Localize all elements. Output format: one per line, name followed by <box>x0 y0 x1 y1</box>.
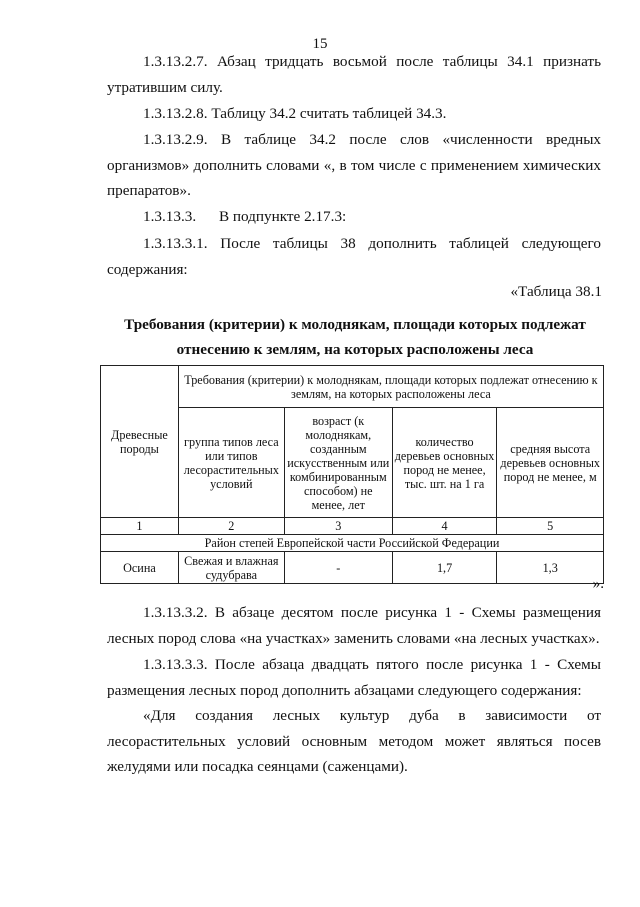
paragraph-continuation <box>107 257 601 282</box>
paragraph-line: 1.3.13.2.7. Абзац тридцать восьмой после таблицы 34.1 признать <box>143 53 601 70</box>
cell-tree-count: 1,7 <box>392 552 497 584</box>
header-average-height: средняя высота деревьев основных пород не менее, м <box>497 408 604 518</box>
paragraph-1-3-13-3-2 <box>107 600 601 625</box>
paragraph-line: 1.3.13.3. В подпункте 2.17.3: <box>143 208 347 225</box>
column-number: 1 <box>101 518 179 535</box>
paragraph-line: лесорастительных условий основным методом может являться посев <box>107 733 601 750</box>
cell-forest-type: Свежая и влажная судубрава <box>178 552 284 584</box>
page-number: 15 <box>312 36 328 52</box>
paragraph-line: утратившим силу. <box>107 79 223 96</box>
paragraph-line: 1.3.13.2.9. В таблице 34.2 после слов «численности вредных <box>143 131 601 148</box>
paragraph-line: лесных пород слова «на участках» заменить словами «на лесных участках». <box>107 630 600 647</box>
paragraph-continuation <box>107 729 601 779</box>
paragraph-1-3-13-2-7 <box>107 49 601 74</box>
paragraph-line: желудями или посадка сеянцами (саженцами). <box>107 758 408 775</box>
paragraph-line: «Для создания лесных культур дуба в зависимости от <box>143 707 601 724</box>
region-row: Район степей Европейской части Российской Федерации <box>101 535 604 552</box>
criteria-table <box>100 365 604 584</box>
closing-quote: ». <box>592 575 604 592</box>
column-number: 5 <box>497 518 604 535</box>
paragraph-1-3-13-3-1 <box>107 231 601 256</box>
table-title <box>100 312 610 362</box>
paragraph-line: 1.3.13.3.3. После абзаца двадцать пятого после рисунка 1 - Схемы <box>143 656 601 673</box>
paragraph-oak-cultures <box>107 703 601 728</box>
paragraph-continuation <box>107 75 601 100</box>
column-number: 2 <box>178 518 284 535</box>
cell-species: Осина <box>101 552 179 584</box>
table-title-line: Требования (критерии) к молоднякам, площади которых подлежат <box>124 316 586 333</box>
paragraph-continuation <box>107 626 601 651</box>
paragraph-line: 1.3.13.3.2. В абзаце десятом после рисунка 1 - Схемы размещения <box>143 604 601 621</box>
paragraph-continuation <box>107 678 601 703</box>
paragraph-1-3-13-2-8 <box>107 101 601 126</box>
paragraph-1-3-13-3 <box>107 204 601 229</box>
header-tree-count: количество деревьев основных пород не менее, тыс. шт. на 1 га <box>392 408 497 518</box>
paragraph-line: организмов» дополнить словами «, в том числе с применением химических <box>107 157 601 174</box>
paragraph-line: размещения лесных пород дополнить абзацами следующего содержания: <box>107 682 582 699</box>
cell-average-height: 1,3 <box>497 552 604 584</box>
paragraph-line: содержания: <box>107 261 188 278</box>
cell-age: - <box>284 552 392 584</box>
table-title-line: отнесению к землям, на которых расположены леса <box>176 341 534 358</box>
paragraph-continuation <box>107 153 601 203</box>
header-requirements-group: Требования (критерии) к молоднякам, площади которых подлежат отнесению к землям, на которых расположены леса <box>178 366 603 408</box>
column-number: 4 <box>392 518 497 535</box>
header-forest-type: группа типов леса или типов лесорастительных условий <box>178 408 284 518</box>
paragraph-line: 1.3.13.3.1. После таблицы 38 дополнить таблицей следующего <box>143 235 601 252</box>
header-age: возраст (к молоднякам, созданным искусственным или комбинированным способом) не менее, лет <box>284 408 392 518</box>
column-number: 3 <box>284 518 392 535</box>
header-species: Древесные породы <box>101 366 179 518</box>
paragraph-line: препаратов». <box>107 182 191 199</box>
paragraph-1-3-13-3-3 <box>107 652 601 677</box>
table-label: «Таблица 38.1 <box>510 283 602 300</box>
paragraph-line: 1.3.13.2.8. Таблицу 34.2 считать таблицей 34.3. <box>143 105 447 122</box>
paragraph-1-3-13-2-9 <box>107 127 601 152</box>
